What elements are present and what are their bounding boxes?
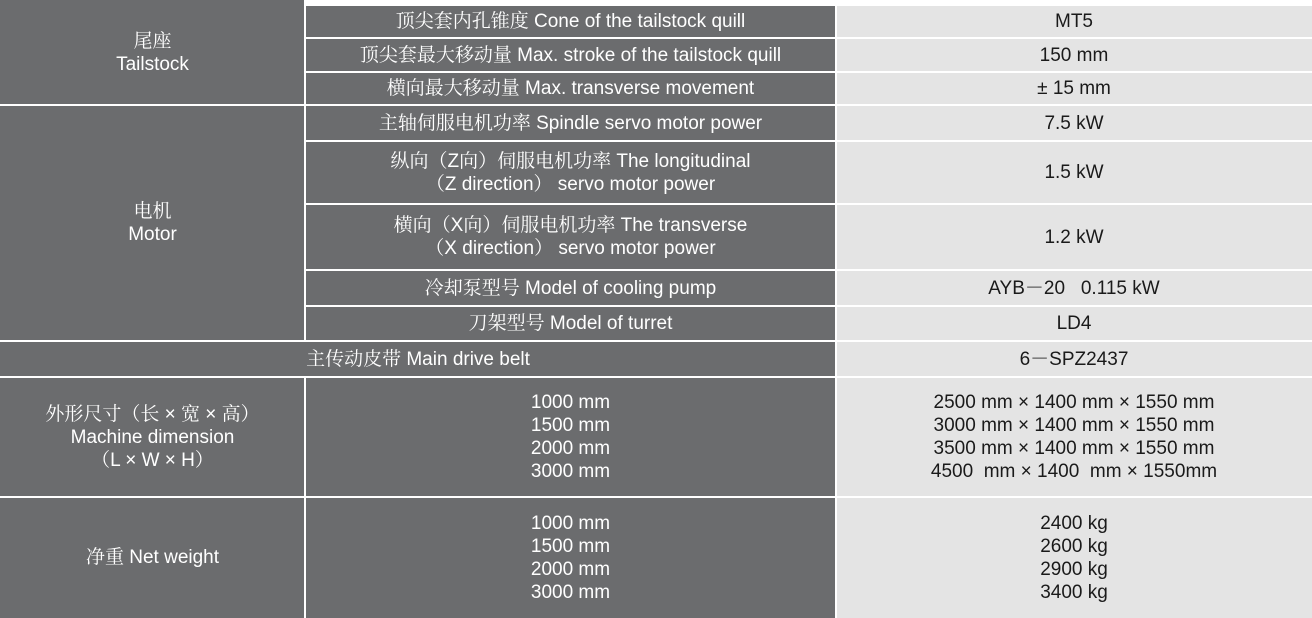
row-z-motor-label bbox=[305, 141, 836, 204]
row-transverse-label: 横向最大移动量 Max. transverse movement bbox=[305, 72, 836, 105]
row-z-motor-value: 1.5 kW bbox=[836, 141, 1312, 204]
grid-line bbox=[305, 4, 1312, 6]
dimension-label bbox=[0, 377, 305, 497]
dimension-length: 2000 mm bbox=[530, 438, 611, 459]
grid-line bbox=[304, 377, 306, 618]
dimension-value: 3000 mm × 1400 mm × 1550 mm bbox=[933, 415, 1215, 436]
grid-line bbox=[305, 37, 1312, 39]
grid-line bbox=[305, 269, 1312, 271]
row-cooling-pump-value-text: AYB－20 0.115 kW bbox=[988, 277, 1160, 299]
weight-value: 2900 kg bbox=[1040, 558, 1108, 580]
grid-line bbox=[305, 203, 1312, 205]
row-quill-cone-value: MT5 bbox=[836, 5, 1312, 38]
dimension-value: 4500 mm × 1400 mm × 1550mm bbox=[930, 461, 1218, 482]
grid-line bbox=[0, 104, 1312, 106]
row-belt-label: 主传动皮带 Main drive belt bbox=[0, 341, 836, 377]
grid-line bbox=[0, 496, 1312, 498]
weight-value: 2400 kg bbox=[1040, 512, 1108, 534]
row-turret-value: LD4 bbox=[836, 306, 1312, 341]
row-spindle-motor-label: 主轴伺服电机功率 Spindle servo motor power bbox=[305, 105, 836, 141]
dimension-label-line2: Machine dimension bbox=[70, 426, 235, 448]
row-belt-value: 6－SPZ2437 bbox=[836, 341, 1312, 377]
row-quill-stroke-value: 150 mm bbox=[836, 38, 1312, 72]
section-motor-en: Motor bbox=[128, 224, 177, 245]
weight-length: 1500 mm bbox=[530, 535, 611, 557]
row-z-motor-label-line2: （Z direction） servo motor power bbox=[425, 173, 716, 195]
row-x-motor-label-line1: 横向（X向）伺服电机功率 The transverse bbox=[393, 215, 748, 236]
dimension-value: 2500 mm × 1400 mm × 1550 mm bbox=[933, 392, 1215, 413]
weight-length: 1000 mm bbox=[530, 512, 611, 534]
row-x-motor-value: 1.2 kW bbox=[836, 204, 1312, 270]
row-x-motor-label bbox=[305, 204, 836, 270]
dimension-length: 3000 mm bbox=[530, 461, 611, 482]
row-turret-label: 刀架型号 Model of turret bbox=[305, 306, 836, 341]
row-transverse-value: ± 15 mm bbox=[836, 72, 1312, 105]
weight-value: 2600 kg bbox=[1040, 535, 1108, 557]
dimension-label-line1: 外形尺寸（长 × 宽 × 高） bbox=[45, 403, 260, 425]
row-x-motor-label-line2: （X direction） servo motor power bbox=[425, 238, 716, 259]
grid-line bbox=[0, 376, 1312, 378]
dimension-label-line3: （L × W × H） bbox=[91, 449, 214, 471]
dimension-length: 1000 mm bbox=[530, 392, 611, 413]
section-tailstock-en: Tailstock bbox=[116, 53, 189, 75]
grid-line bbox=[305, 71, 1312, 73]
row-quill-cone-label: 顶尖套内孔锥度 Cone of the tailstock quill bbox=[305, 5, 836, 38]
row-cooling-pump-label: 冷却泵型号 Model of cooling pump bbox=[305, 270, 836, 306]
weight-length: 2000 mm bbox=[530, 558, 611, 580]
dimension-value: 3500 mm × 1400 mm × 1550 mm bbox=[933, 438, 1215, 459]
row-quill-stroke-label: 顶尖套最大移动量 Max. stroke of the tailstock quill bbox=[305, 38, 836, 72]
weight-lengths bbox=[305, 497, 836, 618]
grid-line bbox=[304, 0, 306, 341]
section-motor-zh: 电机 bbox=[133, 201, 172, 222]
dimension-values bbox=[836, 377, 1312, 497]
section-tailstock bbox=[0, 0, 305, 105]
weight-value: 3400 kg bbox=[1040, 581, 1108, 603]
grid-line bbox=[305, 140, 1312, 142]
row-z-motor-label-line1: 纵向（Z向）伺服电机功率 The longitudinal bbox=[390, 150, 751, 172]
dimension-length: 1500 mm bbox=[530, 415, 611, 436]
grid-line bbox=[0, 340, 1312, 342]
row-cooling-pump-value bbox=[836, 270, 1312, 306]
section-tailstock-zh: 尾座 bbox=[133, 30, 172, 52]
grid-line bbox=[835, 0, 837, 618]
dimension-lengths bbox=[305, 377, 836, 497]
weight-label: 净重 Net weight bbox=[0, 497, 305, 618]
weight-values bbox=[836, 497, 1312, 618]
section-motor bbox=[0, 105, 305, 341]
weight-length: 3000 mm bbox=[530, 581, 611, 603]
row-spindle-motor-value: 7.5 kW bbox=[836, 105, 1312, 141]
grid-line bbox=[305, 305, 1312, 307]
